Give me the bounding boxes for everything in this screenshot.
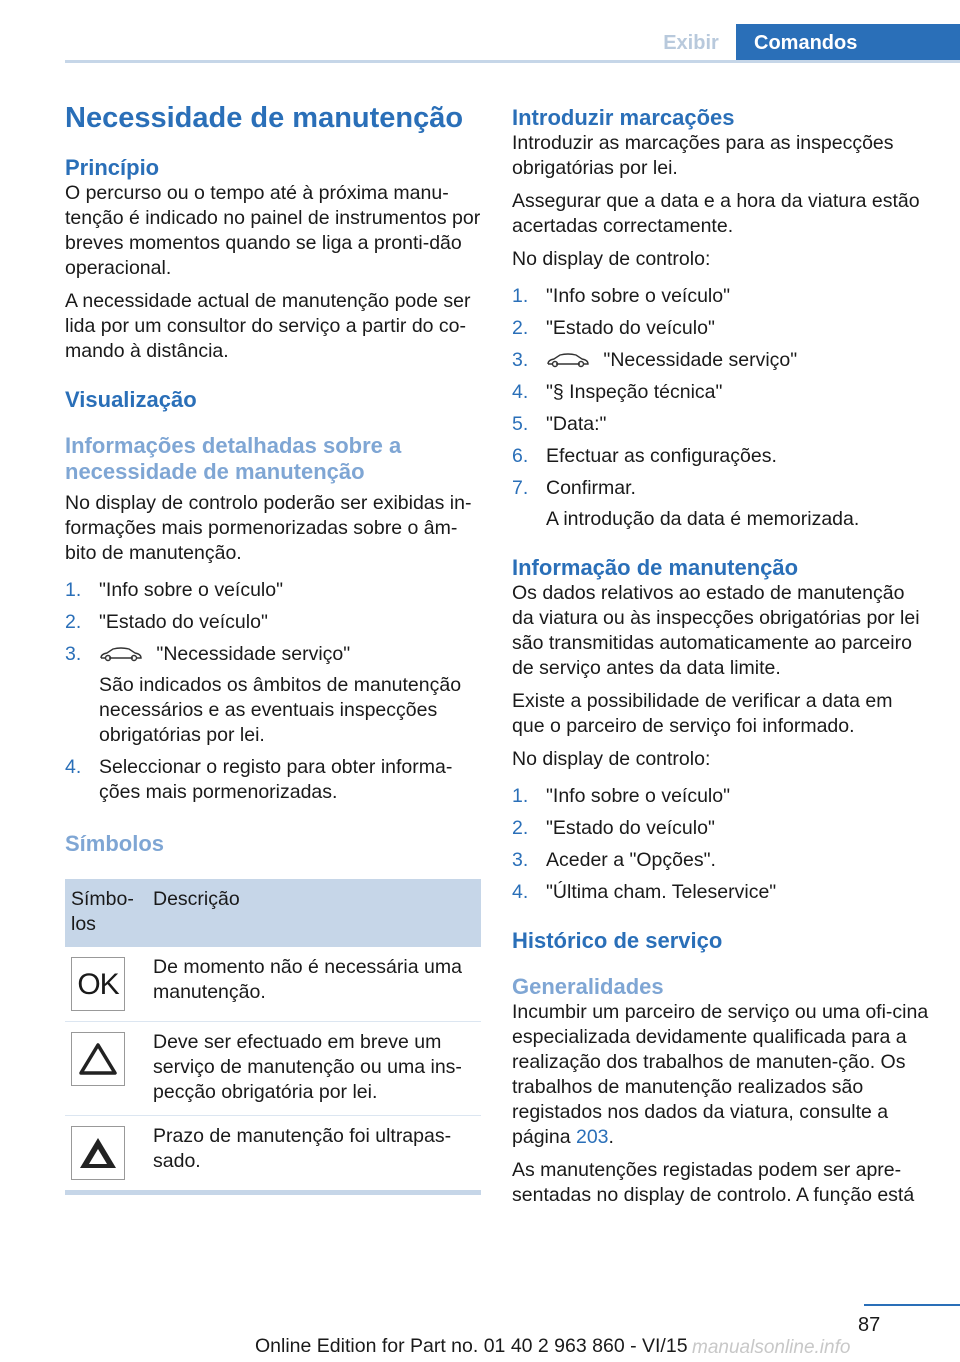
step-number: 2. xyxy=(512,817,529,839)
left-column xyxy=(65,98,483,1195)
step-number: 4. xyxy=(512,381,529,403)
list-item xyxy=(65,578,483,603)
step-number: 2. xyxy=(65,611,82,633)
footer-watermark: manualsonline.info xyxy=(692,1337,851,1358)
step-number: 4. xyxy=(65,756,82,778)
heading-principio: Princípio xyxy=(65,155,160,180)
principio-paragraph-1: O percurso ou o tempo até à próxima manu‐tenção é indicado no painel de instrumentos por breves momentos quando se liga a pronti‐dão operacional. xyxy=(65,182,481,279)
symbols-table xyxy=(65,879,481,1190)
heading-visualizacao: Visualização xyxy=(65,387,197,412)
step-text: "Necessidade serviço" xyxy=(603,349,798,371)
tab-exibir[interactable]: Exibir xyxy=(663,32,719,54)
heading-generalidades: Generalidades xyxy=(512,974,664,999)
list-item xyxy=(512,444,930,469)
right-steps-list xyxy=(512,284,930,532)
step-number: 1. xyxy=(512,285,529,307)
car-service-icon xyxy=(546,352,590,368)
list-item xyxy=(512,348,930,373)
step-number: 3. xyxy=(65,643,82,665)
step-text: "Data:" xyxy=(546,413,607,435)
step-text: "Necessidade serviço" xyxy=(156,643,351,665)
step-text: "§ Inspeção técnica" xyxy=(546,381,723,403)
heading-historico: Histórico de serviço xyxy=(512,928,723,953)
step-text: "Info sobre o veículo" xyxy=(99,579,284,601)
generalidades-paragraph-2: As manutenções registadas podem ser apre‐sentadas no display de controlo. A função está xyxy=(512,1159,915,1206)
list-item xyxy=(512,816,930,841)
overdue-triangle-icon xyxy=(71,1126,125,1180)
introduzir-paragraph-2: Assegurar que a data e a hora da viatura estão acertadas correctamente. xyxy=(512,190,920,237)
table-cell: Deve ser efectuado em breve um serviço de manutenção ou uma ins‐pecção obrigatória por lei. xyxy=(147,1022,481,1116)
step-text: "Info sobre o veículo" xyxy=(546,785,731,807)
list-item xyxy=(65,755,483,805)
step-text: "Última cham. Teleservice" xyxy=(546,881,777,903)
warning-triangle-icon xyxy=(71,1032,125,1086)
table-cell: De momento não é necessária uma manutenção. xyxy=(147,947,481,1022)
page-title: Necessidade de manutenção xyxy=(65,102,464,134)
informacao-paragraph-1: Os dados relativos ao estado de manutenção da viatura ou às inspecções obrigatórias por lei são transmitidas automaticamente ao parceiro de serviço antes da data limite. xyxy=(512,582,920,679)
step-number: 7. xyxy=(512,477,529,499)
heading-introduzir: Introduzir marcações xyxy=(512,105,735,130)
step-subtext: A introdução da data é memorizada. xyxy=(546,508,860,530)
list-item xyxy=(65,610,483,635)
step-number: 5. xyxy=(512,413,529,435)
informacao-paragraph-3: No display de controlo: xyxy=(512,748,711,770)
table-cell: Prazo de manutenção foi ultrapas‐sado. xyxy=(153,1125,452,1172)
list-item xyxy=(512,848,930,873)
step-number: 2. xyxy=(512,317,529,339)
step-number: 1. xyxy=(512,785,529,807)
heading-informacao: Informação de manutenção xyxy=(512,555,799,580)
step-text: Seleccionar o registo para obter informa‐ções mais pormenorizadas. xyxy=(99,756,453,803)
introduzir-paragraph-1: Introduzir as marcações para as inspecções obrigatórias por lei. xyxy=(512,132,894,179)
header-rule xyxy=(65,60,960,63)
list-item xyxy=(512,284,930,309)
step-number: 6. xyxy=(512,445,529,467)
heading-info-detalhadas: Informações detalhadas sobre a necessidade de manutenção xyxy=(65,433,402,484)
footer-rule xyxy=(864,1304,960,1306)
right-column xyxy=(512,104,930,1216)
list-item xyxy=(65,642,483,748)
list-item xyxy=(512,316,930,341)
heading-simbolos: Símbolos xyxy=(65,831,165,856)
step-text: "Estado do veículo" xyxy=(546,817,715,839)
step-text: Confirmar. xyxy=(546,477,636,499)
list-item xyxy=(512,476,930,532)
list-item xyxy=(512,412,930,437)
right-steps-list-2 xyxy=(512,784,930,905)
list-item xyxy=(512,784,930,809)
car-service-icon xyxy=(99,646,143,662)
table-row xyxy=(65,1116,481,1191)
step-text: "Info sobre o veículo" xyxy=(546,285,731,307)
step-subtext: São indicados os âmbitos de manutenção necessários e as eventuais inspecções obrigatórias por lei. xyxy=(99,674,462,746)
step-number: 4. xyxy=(512,881,529,903)
table-header-row xyxy=(65,879,481,947)
page-number: 87 xyxy=(858,1314,881,1336)
list-item xyxy=(512,380,930,405)
generalidades-paragraph-1: Incumbir um parceiro de serviço ou uma ofi‐cina especializada devidamente qualificada para a realização dos trabalhos de manuten‐ção. Os trabalhos de manutenção realizados são registados nos dados da viatura, consulte a página 203. xyxy=(512,1001,929,1148)
tab-comandos[interactable]: Comandos xyxy=(736,24,960,62)
left-steps-list xyxy=(65,578,483,805)
footer-edition: Online Edition for Part no. 01 40 2 963 860 - VI/15 xyxy=(255,1335,688,1357)
principio-paragraph-2: A necessidade actual de manutenção pode ser lida por um consultor do serviço a partir do co‐mando à distância. xyxy=(65,290,471,362)
info-paragraph: No display de controlo poderão ser exibidas in‐formações mais pormenorizadas sobre o âm‐bito de manutenção. xyxy=(65,492,472,564)
step-number: 1. xyxy=(65,579,82,601)
table-bottom-rule xyxy=(65,1190,481,1195)
column-header-descricao: Descrição xyxy=(147,879,481,947)
introduzir-paragraph-3: No display de controlo: xyxy=(512,248,711,270)
step-text: Aceder a "Opções". xyxy=(546,849,716,871)
informacao-paragraph-2: Existe a possibilidade de verificar a data em que o parceiro de serviço foi informado. xyxy=(512,690,893,737)
step-number: 3. xyxy=(512,849,529,871)
page-link-203[interactable]: 203 xyxy=(575,1126,609,1148)
step-text: "Estado do veículo" xyxy=(99,611,268,633)
ok-icon: OK xyxy=(71,957,125,1011)
step-number: 3. xyxy=(512,349,529,371)
column-header-simbolos: Símbo‐los xyxy=(65,879,147,947)
table-row xyxy=(65,1022,481,1116)
list-item xyxy=(512,880,930,905)
table-row xyxy=(65,947,481,1022)
step-text: Efectuar as configurações. xyxy=(546,445,777,467)
step-text: "Estado do veículo" xyxy=(546,317,715,339)
